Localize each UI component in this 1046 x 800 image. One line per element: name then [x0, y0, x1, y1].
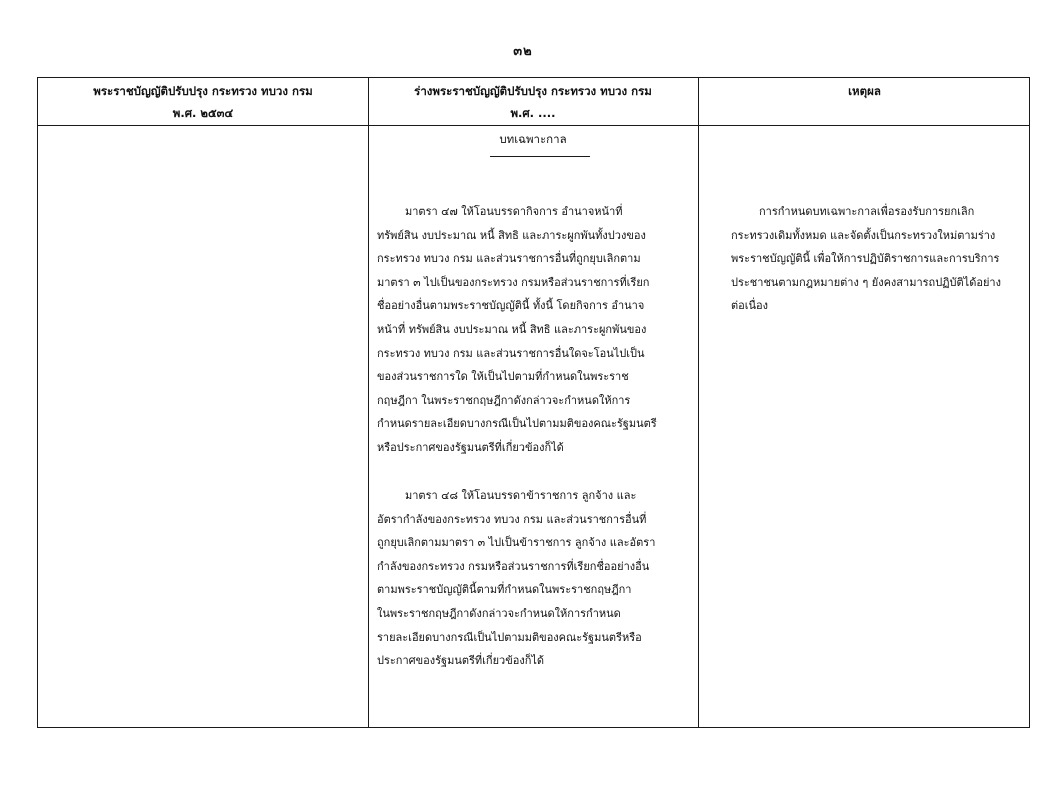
section-48-line: อัตรากำลังของกระทรวง ทบวง กรม และส่วนราชการอื่นที่	[377, 512, 647, 526]
section-48-line: กำลังของกระทรวง กรมหรือส่วนราชการที่เรียกชื่ออย่างอื่น	[377, 559, 650, 573]
section-48-line: ประกาศของรัฐมนตรีที่เกี่ยวข้องก็ได้	[377, 654, 545, 668]
header-draft-act-year: พ.ศ. ....	[510, 105, 556, 120]
section-47-line: กระทรวง ทบวง กรม และส่วนราชการอื่นที่ถูกยุบเลิกตาม	[377, 252, 641, 266]
column-divider	[368, 78, 369, 727]
section-48-line: ในพระราชกฤษฎีกาดังกล่าวจะกำหนดให้การกำหนด	[377, 606, 621, 620]
section-48-line: มาตรา ๔๘ ให้โอนบรรดาข้าราชการ ลูกจ้าง และ	[405, 489, 637, 502]
section-47-line: ชื่ออย่างอื่นตามพระราชบัญญัตินี้ ทั้งนี้ โดยกิจการ อำนาจ	[377, 299, 645, 313]
header-draft-act	[368, 78, 698, 125]
reason-line: ต่อเนื่อง	[731, 299, 769, 313]
section-47-line: กำหนดรายละเอียดบางกรณีเป็นไปตามมติของคณะรัฐมนตรี	[377, 417, 657, 431]
reason-line: กระทรวงเดิมทั้งหมด และจัดตั้งเป็นกระทรวงใหม่ตามร่าง	[731, 228, 996, 242]
page-number: ๓๒	[513, 44, 533, 59]
section-48-line: ตามพระราชบัญญัตินี้ตามที่กำหนดในพระราชกฤษฎีกา	[377, 583, 632, 597]
reason-line: พระราชบัญญัตินี้ เพื่อให้การปฏิบัติราชการและการบริการ	[731, 252, 1000, 266]
section-48-line: ถูกยุบเลิกตามมาตรา ๓ ไปเป็นข้าราชการ ลูกจ้าง และอัตรา	[377, 536, 656, 550]
section-48-line: รายละเอียดบางกรณีเป็นไปตามมติของคณะรัฐมนตรีหรือ	[377, 630, 642, 644]
section-47-line: กฤษฎีกา ในพระราชกฤษฎีกาดังกล่าวจะกำหนดให้การ	[377, 393, 631, 407]
header-reason	[698, 78, 1031, 127]
reason-line: การกำหนดบทเฉพาะกาลเพื่อรองรับการยกเลิก	[759, 205, 975, 218]
header-current-act-title: พระราชบัญญัติปรับปรุง กระทรวง ทบวง กรม	[93, 83, 313, 98]
header-draft-act-title: ร่างพระราชบัญญัติปรับปรุง กระทรวง ทบวง กรม	[414, 83, 652, 98]
header-current-act-year: พ.ศ. ๒๕๓๔	[172, 105, 234, 120]
section-title: บทเฉพาะกาล	[499, 132, 567, 146]
section-47-line: มาตรา ๓ ไปเป็นของกระทรวง กรมหรือส่วนราชการที่เรียก	[377, 275, 650, 289]
section-47-paragraph	[377, 200, 657, 460]
section-47-line: ทรัพย์สิน งบประมาณ หนี้ สิทธิ และภาระผูกพันทั้งปวงของ	[377, 228, 646, 242]
section-47-line: กระทรวง ทบวง กรม และส่วนราชการอื่นใดจะโอนไปเป็น	[377, 346, 645, 360]
section-47-line: มาตรา ๔๗ ให้โอนบรรดากิจการ อำนาจหน้าที่	[405, 205, 623, 218]
column-divider	[698, 78, 699, 727]
section-48-paragraph	[377, 484, 655, 673]
section-47-line: ของส่วนราชการใด ให้เป็นไปตามที่กำหนดในพระราช	[377, 370, 629, 384]
comparison-table	[37, 77, 1030, 728]
header-current-act	[38, 78, 368, 125]
reason-line: ประชาชนตามกฎหมายต่าง ๆ ยังคงสามารถปฏิบัติได้อย่าง	[731, 275, 1001, 289]
header-reason-title: เหตุผล	[848, 84, 881, 98]
section-47-line: หรือประกาศของรัฐมนตรีที่เกี่ยวข้องก็ได้	[377, 440, 564, 454]
section-title-underline	[490, 156, 590, 157]
section-47-line: หน้าที่ ทรัพย์สิน งบประมาณ หนี้ สิทธิ และภาระผูกพันของ	[377, 322, 647, 336]
reason-paragraph	[731, 200, 1001, 318]
